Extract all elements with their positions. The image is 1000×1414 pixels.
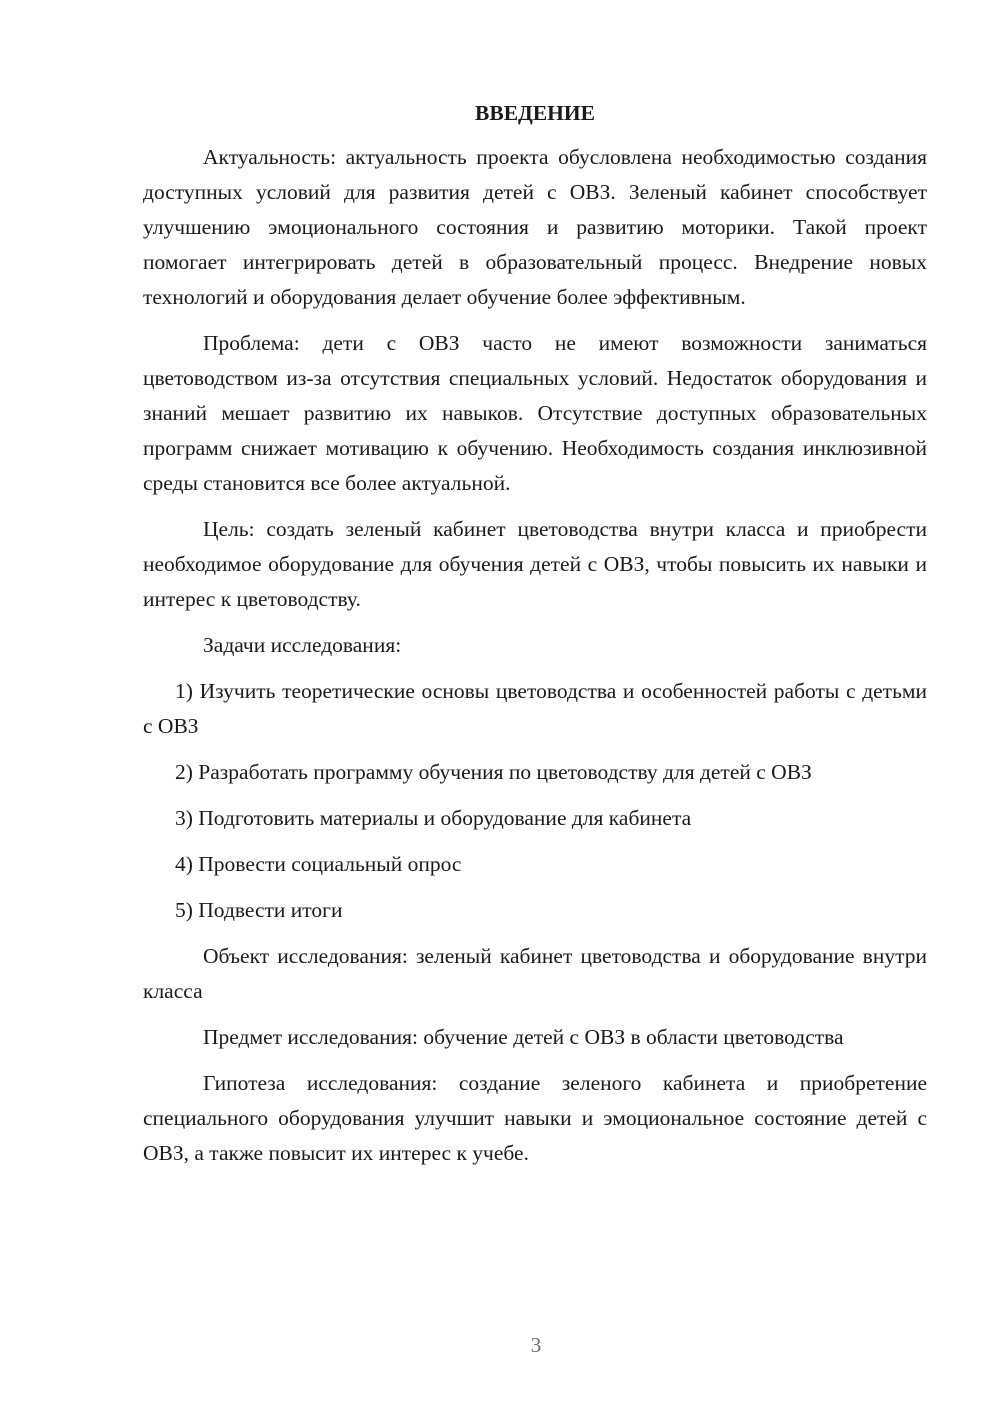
section-title: ВВЕДЕНИЕ [475, 101, 595, 125]
task-item: 4) Провести социальный опрос [175, 852, 462, 876]
document-body [143, 96, 927, 1182]
tasks-list [143, 674, 927, 928]
object-paragraph: Объект исследования: зеленый кабинет цветоводства и оборудование внутри класса [143, 944, 927, 1003]
subject-paragraph: Предмет исследования: обучение детей с ОВЗ в области цветоводства [203, 1025, 844, 1049]
hypothesis-paragraph: Гипотеза исследования: создание зеленого кабинета и приобретение специального оборудования улучшит навыки и эмоциональное состояние детей с ОВЗ, а также повысит их интерес к учебе. [143, 1071, 927, 1165]
goal-paragraph: Цель: создать зеленый кабинет цветоводства внутри класса и приобрести необходимое оборудование для обучения детей с ОВЗ, чтобы повысить их навыки и интерес к цветоводству. [143, 517, 927, 611]
task-item: 3) Подготовить материалы и оборудование для кабинета [175, 806, 692, 830]
task-item: 5) Подвести итоги [175, 898, 343, 922]
tasks-heading: Задачи исследования: [203, 633, 402, 657]
task-item: 2) Разработать программу обучения по цветоводству для детей с ОВЗ [175, 760, 812, 784]
task-item: 1) Изучить теоретические основы цветоводства и особенностей работы с детьми с ОВЗ [143, 679, 927, 738]
relevance-paragraph: Актуальность: актуальность проекта обусловлена необходимостью создания доступных условий для развития детей с ОВЗ. Зеленый кабинет способствует улучшению эмоционального состояния и развитию моторики. Такой проект помогает интегрировать детей в образовательный процесс. Внедрение новых технологий и оборудования делает обучение более эффективным. [143, 145, 927, 309]
page-number: 3 [530, 1333, 542, 1357]
problem-paragraph: Проблема: дети с ОВЗ часто не имеют возможности заниматься цветоводством из-за отсутствия специальных условий. Недостаток оборудования и знаний мешает развитию их навыков. Отсутствие доступных образовательных программ снижает мотивацию к обучению. Необходимость создания инклюзивной среды становится все более актуальной. [143, 331, 927, 495]
